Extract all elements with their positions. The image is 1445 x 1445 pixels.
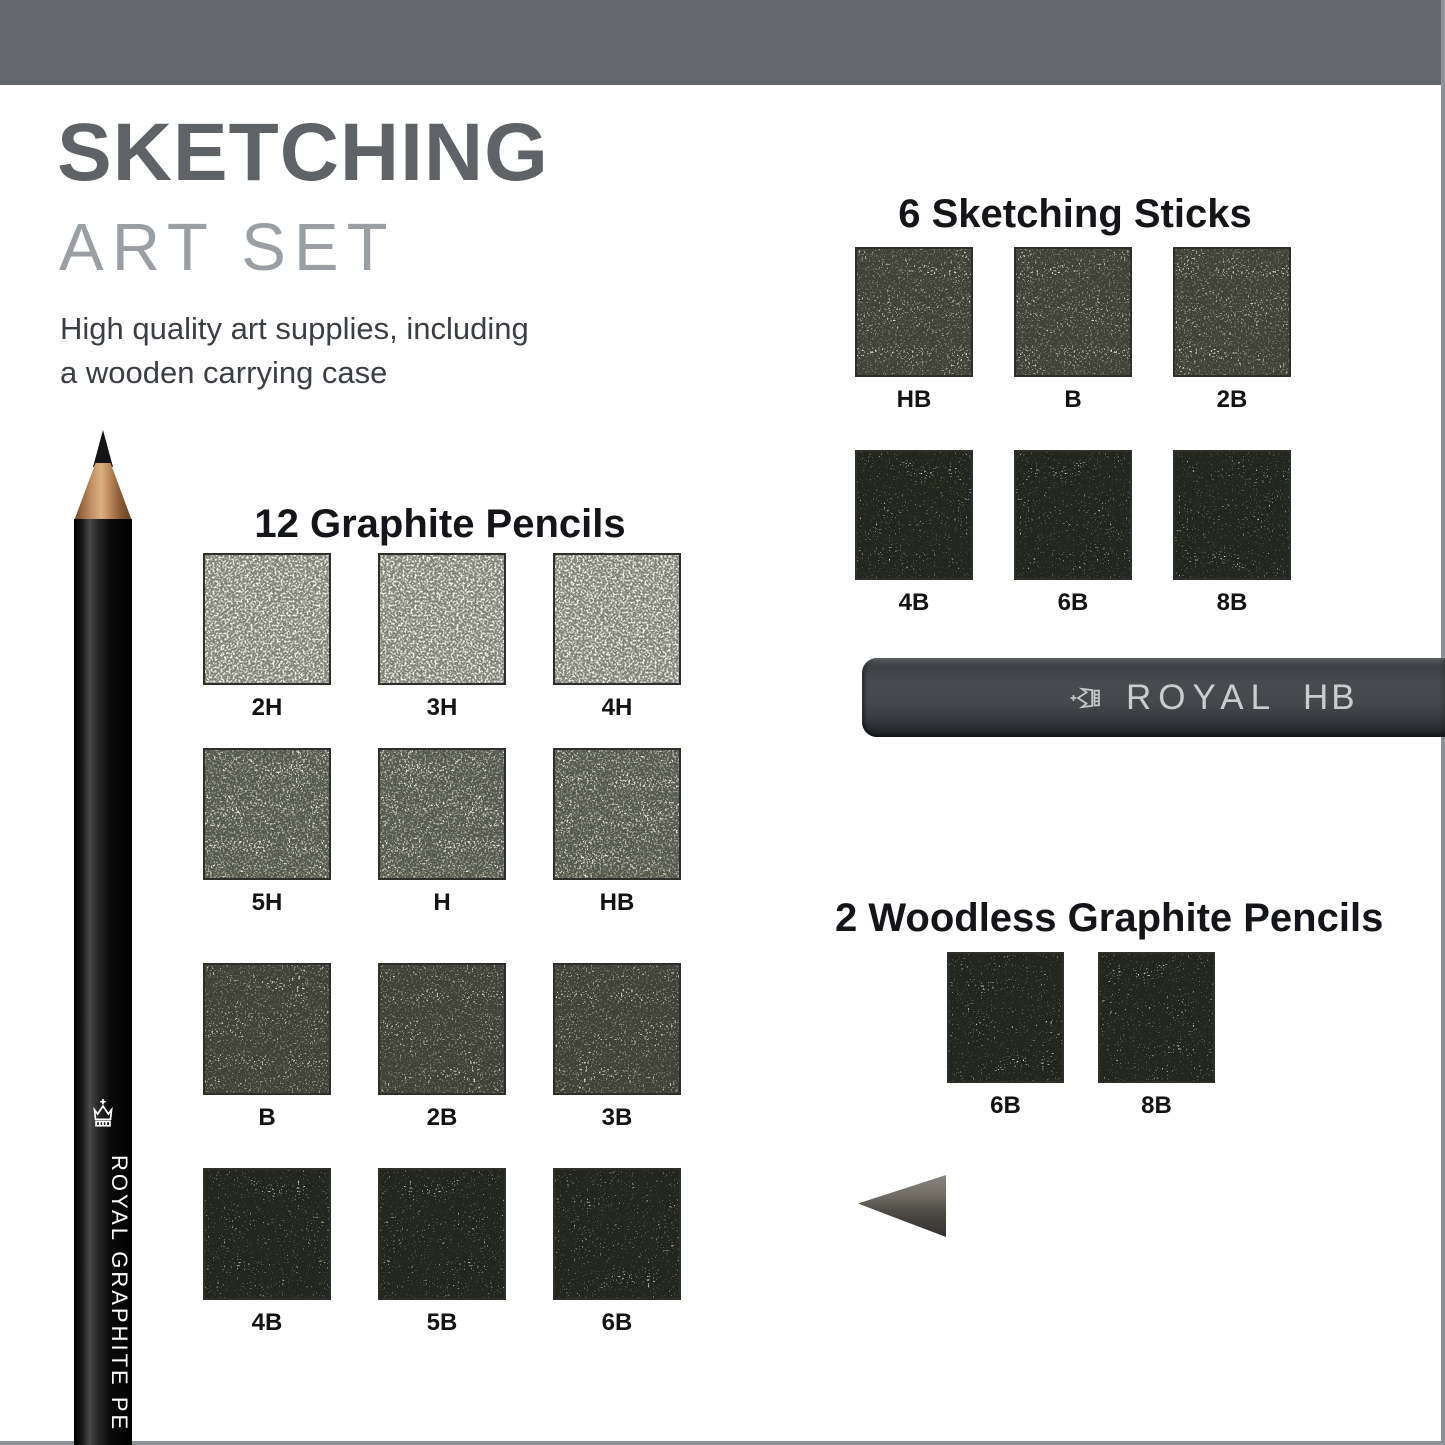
tagline [60,307,549,396]
graphite-swatch-b [203,963,331,1095]
woodless-pencil-image [944,1175,1445,1237]
tagline-line-2: a wooden carrying case [60,355,388,391]
graphite-swatch-6b [553,1168,681,1300]
graphite-section-title: 12 Graphite Pencils [254,502,626,546]
stick-swatch-hb [855,247,973,377]
swatch-label: 4B [251,1309,283,1336]
swatch-label: 8B [1141,1092,1172,1119]
swatch-label: 4H [601,694,633,721]
graphite-swatch-hb [553,748,681,880]
graphite-swatch-3b [553,963,681,1095]
swatch-label: B [1064,386,1082,413]
graphite-row-4 [203,1168,681,1335]
swatch-label: 2B [1216,386,1248,413]
graphite-swatch-3h [378,553,506,685]
swatch-label: 2B [426,1104,458,1131]
graphite-swatch-5h [203,748,331,880]
swatch-cell [378,748,506,915]
title-block [57,107,549,396]
swatch-label: 3B [601,1104,633,1131]
woodless-pencil-tip [858,1175,946,1237]
graphite-swatch-4b [203,1168,331,1300]
swatch-label: B [258,1104,276,1131]
swatch-label: 2H [251,694,283,721]
swatch-cell [855,450,973,615]
swatch-cell [1173,450,1291,615]
swatch-cell [1173,247,1291,412]
graphite-row-2 [203,748,681,915]
swatch-cell [1098,952,1215,1118]
page-title: SKETCHING [57,107,549,198]
swatch-label: 6B [990,1092,1021,1119]
crown-icon [1070,683,1109,713]
stick-swatch-4b [855,450,973,580]
stick-swatch-6b [1014,450,1132,580]
swatch-label: 8B [1216,589,1248,616]
woodless-swatch-8b [1098,952,1215,1083]
swatch-cell [553,1168,681,1335]
swatch-cell [947,952,1064,1118]
swatch-cell [553,963,681,1130]
stick-swatch-b [1014,247,1132,377]
woodless-swatch-6b [947,952,1064,1083]
stick-swatch-8b [1173,450,1291,580]
bottom-edge-strip [0,1441,1445,1445]
graphite-stick-image [862,658,1445,737]
graphite-swatch-2b [378,963,506,1095]
swatch-cell [203,1168,331,1335]
swatch-label: HB [896,386,932,413]
woodless-section-title: 2 Woodless Graphite Pencils [835,896,1384,940]
woodless-row [947,952,1215,1118]
swatch-cell [1014,450,1132,615]
graphite-swatch-5b [378,1168,506,1300]
swatch-label: 6B [1057,589,1089,616]
swatch-cell [203,748,331,915]
swatch-label: HB [599,889,635,916]
page-subtitle: ART SET [59,210,396,285]
crown-icon [89,1098,117,1135]
pencil-wood-cone [74,463,132,521]
graphite-swatch-h [378,748,506,880]
stick-grade-text: HB [1303,677,1358,717]
swatch-cell [855,247,973,412]
swatch-cell [378,1168,506,1335]
sticks-row-1 [855,247,1291,412]
pencil-lead-tip [93,430,113,467]
swatch-cell [203,963,331,1130]
graphite-row-1 [203,553,681,720]
tagline-line-1: High quality art supplies, including [60,311,529,346]
sticks-section-title: 6 Sketching Sticks [898,192,1252,236]
swatch-cell [553,553,681,720]
swatch-label: 5B [426,1309,458,1336]
stick-swatch-2b [1173,247,1291,377]
swatch-cell [1014,247,1132,412]
swatch-label: H [433,889,451,916]
swatch-label: 6B [601,1309,633,1336]
header-bar [0,0,1445,85]
sticks-row-2 [855,450,1291,615]
swatch-cell [378,553,506,720]
swatch-label: 4B [898,589,930,616]
pencil-barrel-text: ROYAL GRAPHITE PE [107,1154,132,1433]
graphite-pencil-image [74,430,132,1445]
swatch-cell [203,553,331,720]
stick-brand-text: ROYAL [1126,677,1278,717]
graphite-swatch-4h [553,553,681,685]
swatch-cell [553,748,681,915]
graphite-swatch-2h [203,553,331,685]
swatch-label: 3H [426,694,458,721]
swatch-cell [378,963,506,1130]
graphite-row-3 [203,963,681,1130]
swatch-label: 5H [251,889,283,916]
